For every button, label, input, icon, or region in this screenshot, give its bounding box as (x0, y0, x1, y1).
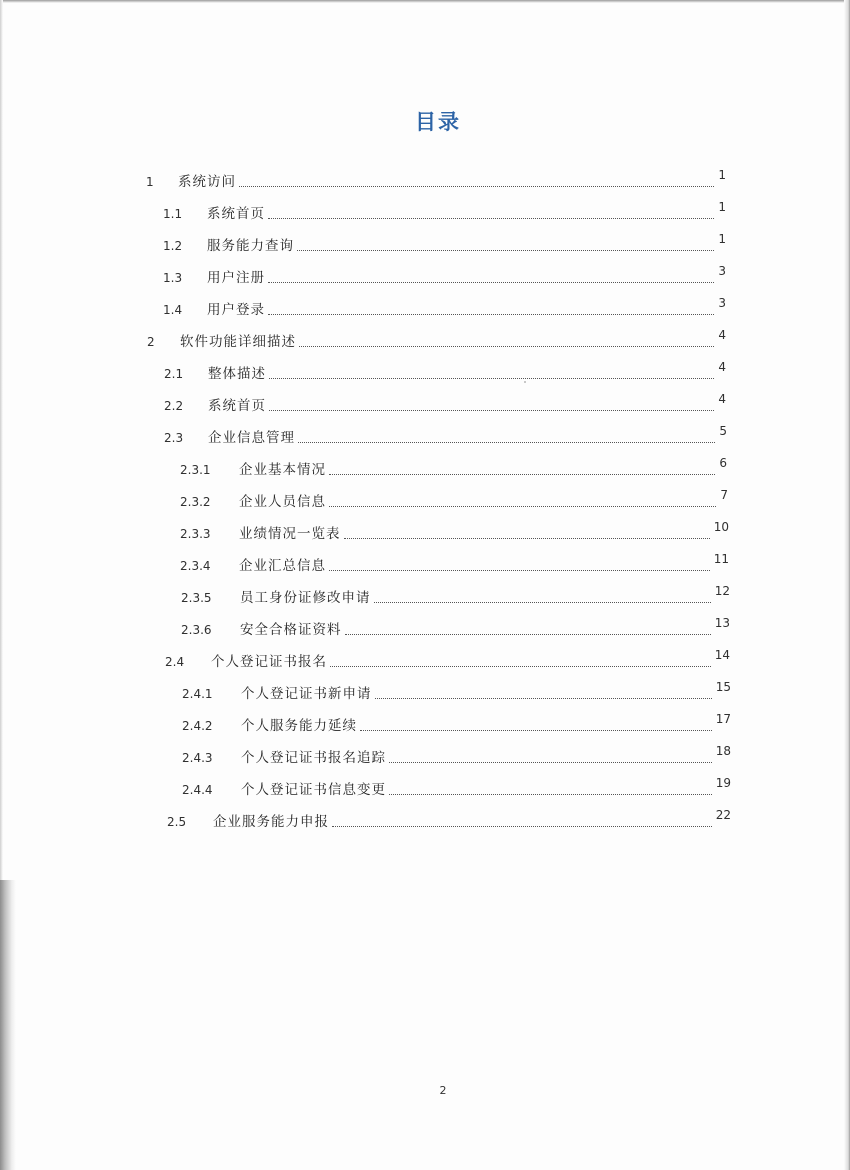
toc-entry[interactable] (147, 328, 726, 351)
toc-entry[interactable] (165, 648, 730, 671)
toc-entry-page: 5 (719, 424, 727, 438)
toc-dot-leader (345, 633, 711, 635)
toc-dot-leader (299, 345, 714, 347)
toc-entry[interactable] (163, 232, 726, 255)
toc-entry[interactable] (163, 200, 726, 223)
toc-dot-leader (344, 537, 710, 539)
toc-entry[interactable] (164, 424, 727, 447)
toc-dot-leader (329, 569, 710, 571)
toc-entry-number: 1.3 (163, 271, 183, 285)
toc-entry-page: 1 (718, 200, 726, 214)
toc-dot-leader (269, 377, 714, 379)
toc-entry-page: 1 (718, 232, 726, 246)
toc-entry-number: 2.3.1 (180, 463, 211, 477)
toc-entry-label: 企业汇总信息 (239, 558, 326, 574)
toc-entry-label: 企业基本情况 (239, 462, 326, 478)
toc-entry[interactable] (167, 808, 731, 831)
toc-entry-page: 18 (715, 744, 731, 758)
toc-entry-number: 1.1 (163, 207, 183, 221)
scan-border-right (844, 0, 850, 1170)
toc-entry-number: 2.3.5 (181, 591, 212, 605)
toc-entry-page: 10 (713, 520, 729, 534)
toc-entry[interactable] (164, 392, 726, 415)
toc-entry[interactable] (163, 264, 726, 287)
toc-entry-label: 用户注册 (207, 270, 265, 286)
toc-entry-page: 1 (718, 168, 726, 182)
toc-entry-number: 2.2 (164, 399, 184, 413)
toc-entry[interactable] (182, 680, 731, 703)
toc-entry-label: 员工身份证修改申请 (240, 590, 371, 606)
toc-dot-leader (268, 281, 714, 283)
toc-entry-label: 个人登记证书报名 (211, 654, 327, 670)
toc-entry-label: 软件功能详细描述 (180, 334, 296, 350)
toc-dot-leader (268, 217, 714, 219)
toc-entry-label: 个人登记证书报名追踪 (241, 750, 386, 766)
toc-entry-page: 3 (718, 264, 726, 278)
toc-entry-page: 13 (714, 616, 730, 630)
toc-entry-label: 系统访问 (178, 174, 236, 190)
toc-entry-label: 企业人员信息 (239, 494, 326, 510)
toc-entry[interactable] (182, 776, 731, 799)
toc-dot-leader (297, 249, 714, 251)
toc-entry[interactable] (181, 584, 730, 607)
toc-entry-page: 12 (714, 584, 730, 598)
toc-entry[interactable] (182, 712, 731, 735)
toc-entry-label: 安全合格证资料 (240, 622, 342, 638)
toc-entry[interactable] (180, 456, 727, 479)
toc-entry-label: 企业服务能力申报 (213, 814, 329, 830)
toc-entry-number: 2.4.3 (182, 751, 213, 765)
toc-entry[interactable] (164, 360, 726, 383)
toc-dot-leader (389, 793, 712, 795)
toc-entry-page: 14 (714, 648, 730, 662)
toc-entry-page: 4 (718, 328, 726, 342)
toc-dot-leader (329, 505, 716, 507)
toc-entry-page: 4 (718, 392, 726, 406)
toc-entry-page: 11 (713, 552, 729, 566)
toc-entry-label: 系统首页 (207, 206, 265, 222)
toc-entry-number: 2.3.4 (180, 559, 211, 573)
toc-dot-leader (298, 441, 715, 443)
toc-dot-leader (375, 697, 712, 699)
toc-entry-number: 2.3.2 (180, 495, 211, 509)
toc-entry-number: 1.4 (163, 303, 183, 317)
toc-entry-page: 6 (719, 456, 727, 470)
toc-entry-page: 7 (720, 488, 728, 502)
toc-entry-page: 3 (718, 296, 726, 310)
toc-entry-number: 2.4.1 (182, 687, 213, 701)
toc-dot-leader (332, 825, 712, 827)
toc-entry-number: 2.3.3 (180, 527, 211, 541)
toc-entry-label: 个人登记证书信息变更 (241, 782, 386, 798)
toc-entry-page: 15 (715, 680, 731, 694)
toc-entry-number: 2.3 (164, 431, 184, 445)
toc-dot-leader (374, 601, 711, 603)
toc-entry[interactable] (181, 616, 730, 639)
toc-entry-number: 2.4.2 (182, 719, 213, 733)
toc-dot-leader (268, 313, 714, 315)
page-number: 2 (439, 1084, 447, 1097)
toc-dot-leader (330, 665, 711, 667)
toc-entry-label: 个人登记证书新申请 (241, 686, 372, 702)
toc-entry[interactable] (163, 296, 726, 319)
toc-entry[interactable] (182, 744, 731, 767)
toc-dot-leader (329, 473, 715, 475)
toc-entry-number: 2 (147, 335, 155, 349)
toc-title: 目录 (415, 110, 461, 134)
toc-entry-label: 企业信息管理 (208, 430, 295, 446)
toc-entry-number: 2.5 (167, 815, 187, 829)
toc-entry[interactable] (146, 168, 726, 191)
toc-entry-label: 系统首页 (208, 398, 266, 414)
toc-entry-number: 2.3.6 (181, 623, 212, 637)
toc-entry-label: 用户登录 (207, 302, 265, 318)
toc-entry-label: 整体描述 (208, 366, 266, 382)
toc-entry-number: 2.4 (165, 655, 185, 669)
toc-entry-page: 17 (715, 712, 731, 726)
toc-entry[interactable] (180, 488, 728, 511)
toc-entry-page: 19 (715, 776, 731, 790)
toc-entry-label: 个人服务能力延续 (241, 718, 357, 734)
toc-dot-leader (360, 729, 712, 731)
toc-entry[interactable] (180, 520, 729, 543)
scan-border-top (0, 0, 850, 3)
toc-entry-label: 业绩情况一览表 (239, 526, 341, 542)
toc-dot-leader (239, 185, 714, 187)
toc-entry-number: 2.1 (164, 367, 184, 381)
scan-border-left-lower (0, 880, 16, 1170)
toc-dot-leader (269, 409, 714, 411)
toc-entry-label: 服务能力查询 (207, 238, 294, 254)
toc-entry-number: 1.2 (163, 239, 183, 253)
toc-dot-leader (389, 761, 712, 763)
toc-entry-number: 1 (146, 175, 154, 189)
toc-entry-page: 22 (715, 808, 731, 822)
toc-entry[interactable] (180, 552, 729, 575)
toc-entry-number: 2.4.4 (182, 783, 213, 797)
toc-entry-page: 4 (718, 360, 726, 374)
